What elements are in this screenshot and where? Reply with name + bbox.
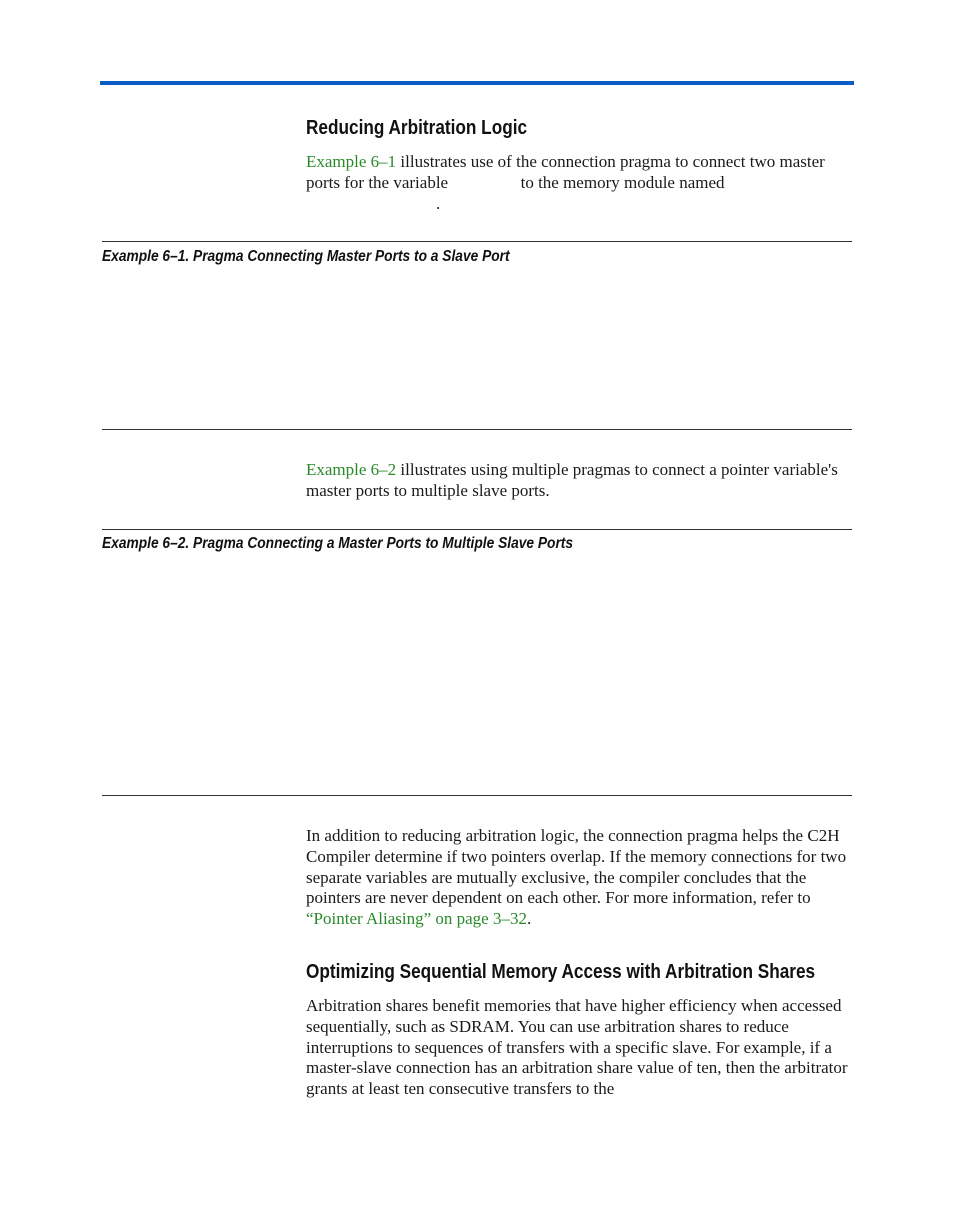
example-1-bottom-rule	[102, 429, 852, 430]
intro-text-c: .	[436, 193, 441, 213]
intro-text-a: illustrates use of the connection pragma to connect two master ports for the variable	[306, 152, 825, 192]
aliasing-end: .	[526, 909, 532, 929]
example-1-code-area	[102, 272, 852, 422]
example-1-top-rule	[102, 241, 852, 242]
aliasing-paragraph	[306, 826, 854, 930]
top-rule	[100, 81, 854, 85]
example-2-intro-text: illustrates using multiple pragmas to connect a pointer variable's master ports to multiple slave ports.	[306, 460, 838, 500]
intro-paragraph	[306, 152, 854, 214]
example-6-1-link[interactable]: Example 6–1	[306, 152, 397, 171]
example-1-caption: Example 6–1. Pragma Connecting Master Ports to a Slave Port	[102, 248, 510, 265]
example-2-top-rule	[102, 529, 852, 530]
section-heading-arbitration-shares: Optimizing Sequential Memory Access with Arbitration Shares	[306, 961, 816, 983]
aliasing-text: In addition to reducing arbitration logic, the connection pragma helps the C2H Compiler determine if two pointers overlap. If the memory connections for two separate variables are mutually exclusive, the compiler concludes that the pointers are never dependent on each other. For more information, refer to	[306, 826, 847, 908]
example-2-code-area	[102, 560, 852, 788]
example-6-2-link[interactable]: Example 6–2	[306, 460, 397, 479]
example-2-caption: Example 6–2. Pragma Connecting a Master Ports to Multiple Slave Ports	[102, 535, 574, 552]
section-heading-reducing-arbitration: Reducing Arbitration Logic	[306, 117, 528, 139]
example-2-intro-paragraph	[306, 460, 854, 502]
arbitration-shares-paragraph: Arbitration shares benefit memories that have higher efficiency when accessed sequentially, such as SDRAM. You can use arbitration shares to reduce interruptions to sequences of transfers with a specific slave. For example, if a master-slave connection has an arbitration share value of ten, then the arbitrator grants at least ten consecutive transfers to the	[306, 996, 848, 1099]
pointer-aliasing-link[interactable]: “Pointer Aliasing” on page 3–32	[306, 909, 527, 929]
intro-text-b: to the memory module named	[516, 172, 725, 192]
example-2-bottom-rule	[102, 795, 852, 796]
